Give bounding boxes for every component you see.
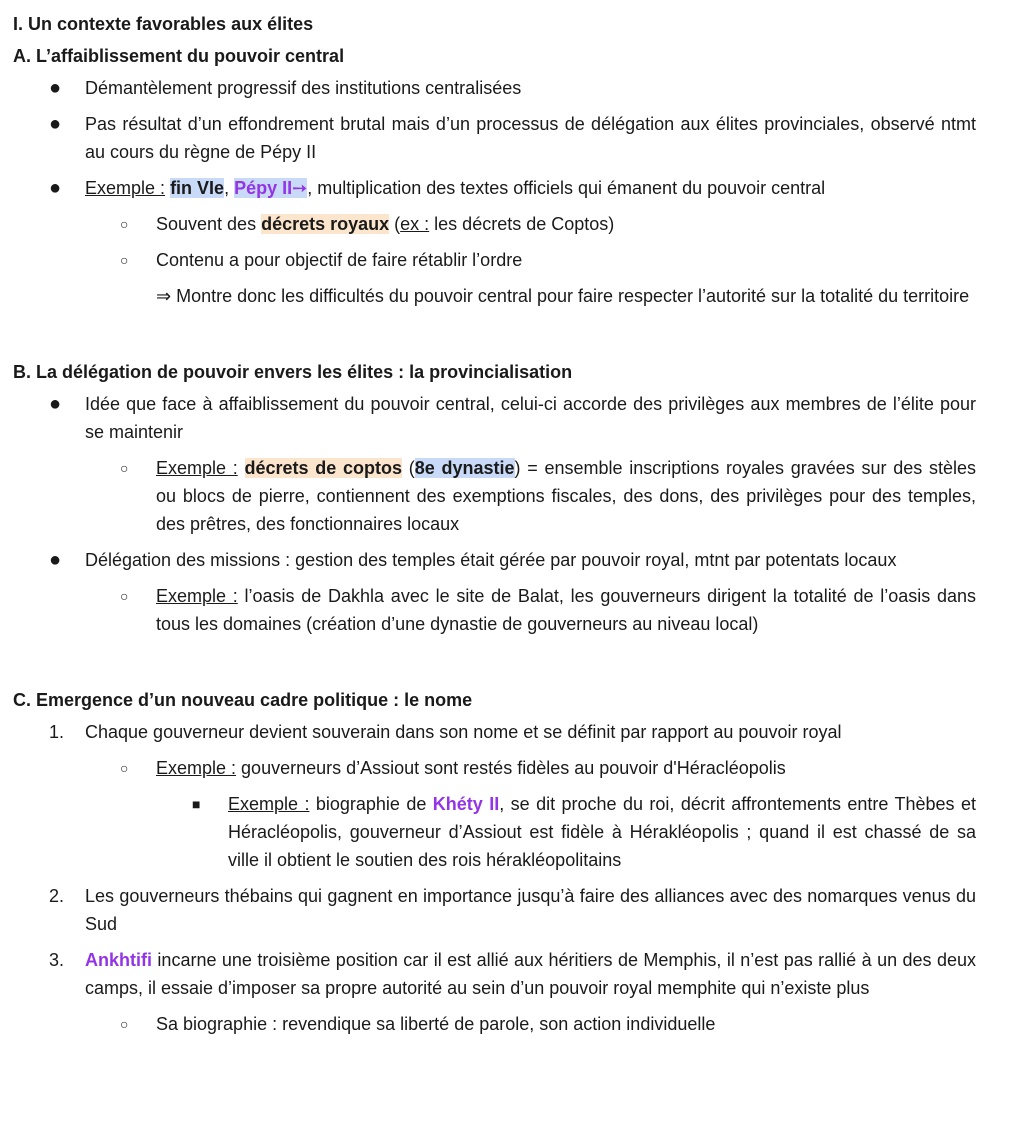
list-item-text: Délégation des missions : gestion des temples était gérée par pouvoir royal, mtnt par potentats locaux <box>85 550 897 570</box>
bullet-disc-icon: ● <box>49 77 62 99</box>
bullet-circle-icon: ○ <box>120 216 129 232</box>
highlight-decrets-royaux: décrets royaux <box>261 214 390 234</box>
list-item <box>13 754 976 782</box>
list-item-text: incarne une troisième position car il est allié aux héritiers de Memphis, il n’est pas rallié à un des deux camps, il essaie d’imposer sa propre autorité au sein d’un pouvoir royal memphite qui n’existe plus <box>85 950 976 998</box>
bullet-circle-icon: ○ <box>120 252 129 268</box>
list-item-text: les décrets de Coptos) <box>429 214 615 234</box>
paren: ( <box>402 458 415 478</box>
list-item-text: Sa biographie : revendique sa liberté de parole, son action individuelle <box>156 1014 716 1034</box>
example-label: Exemple : <box>228 794 310 814</box>
heading-section-A: A. L’affaiblissement du pouvoir central <box>13 46 345 66</box>
list-item-text: Chaque gouverneur devient souverain dans son nome et se définit par rapport au pouvoir royal <box>85 722 842 742</box>
list-item <box>13 110 976 166</box>
list-item-text: ) = ensemble inscriptions royales gravées sur des stèles ou blocs de pierre, contiennent des exemptions fiscales, des dons, des privilèges pour des temples, des prêtres, des fonctionnaires locaux <box>156 458 976 534</box>
list-item-text: l’oasis de Dakhla avec le site de Balat, les gouverneurs dirigent la totalité de l’oasis dans tous les domaines (création d’une dynastie de gouverneurs au niveau local) <box>156 586 976 634</box>
heading-part-I: I. Un contexte favorables aux élites <box>13 14 314 34</box>
heading-section-B: B. La délégation de pouvoir envers les élites : la provincialisation <box>13 362 573 382</box>
list-item <box>13 1010 976 1038</box>
list-item-text: , multiplication des textes officiels qui émanent du pouvoir central <box>307 178 826 198</box>
list-item <box>13 390 976 446</box>
bullet-circle-icon: ○ <box>120 1016 129 1032</box>
list-item <box>13 246 976 274</box>
highlight-decrets-de-coptos: décrets de coptos <box>244 458 402 478</box>
list-item-text: Contenu a pour objectif de faire rétablir l’ordre <box>156 250 523 270</box>
bullet-square-icon: ■ <box>192 796 201 812</box>
numbered-item <box>13 718 976 746</box>
list-item <box>13 210 976 238</box>
highlight-8e-dynastie: 8e dynastie <box>414 458 515 478</box>
numbered-item <box>13 946 976 1002</box>
highlight-pepy-ii: Pépy II➙ <box>234 178 308 198</box>
name-khety-ii: Khéty II <box>432 794 500 814</box>
paren: ( <box>389 214 401 234</box>
bullet-circle-icon: ○ <box>120 760 129 776</box>
list-item-text: Les gouverneurs thébains qui gagnent en importance jusqu’à faire des alliances avec des nomarques venus du Sud <box>85 886 976 934</box>
example-label: Exemple : <box>156 458 238 478</box>
list-item <box>13 790 976 874</box>
conclusion-paragraph: ⇒ Montre donc les difficultés du pouvoir central pour faire respecter l’autorité sur la totalité du territoire <box>156 286 970 306</box>
bullet-disc-icon: ● <box>49 393 62 415</box>
bullet-circle-icon: ○ <box>120 588 129 604</box>
item-number: 3. <box>49 950 65 970</box>
name-ankhtifi: Ankhtifi <box>85 950 152 970</box>
list-item <box>13 454 976 538</box>
list-item-text: Démantèlement progressif des institutions centralisées <box>85 78 522 98</box>
list-item <box>13 582 976 638</box>
bullet-disc-icon: ● <box>49 549 62 571</box>
highlight-fin-vie: fin VIe <box>170 178 225 198</box>
list-item-text: Idée que face à affaiblissement du pouvoir central, celui-ci accorde des privilèges aux membres de l’élite pour se maintenir <box>85 394 976 442</box>
list-item <box>13 74 976 102</box>
example-label: Exemple : <box>85 178 166 198</box>
list-item-text: , se dit proche du roi, décrit affrontements entre Thèbes et Héracléopolis, gouverneur d’Assiout est fidèle à Hérakléopolis ; quand il est chassé de sa ville il obtient le soutien des rois hérakléopolitains <box>228 794 976 870</box>
list-item <box>13 546 976 574</box>
bullet-disc-icon: ● <box>49 113 62 135</box>
separator: , <box>224 178 235 198</box>
item-number: 1. <box>49 722 65 742</box>
bullet-circle-icon: ○ <box>120 460 129 476</box>
item-number: 2. <box>49 886 65 906</box>
list-item <box>13 174 976 202</box>
ex-label: ex : <box>400 214 430 234</box>
list-item-text: biographie de <box>309 794 433 814</box>
bullet-disc-icon: ● <box>49 177 62 199</box>
example-label: Exemple : <box>156 586 238 606</box>
list-item-text: Pas résultat d’un effondrement brutal mais d’un processus de délégation aux élites provinciales, observé ntmt au cours du règne de Pépy II <box>85 114 976 162</box>
numbered-item <box>13 882 976 938</box>
example-label: Exemple : <box>156 758 237 778</box>
list-item-text: Souvent des <box>156 214 262 234</box>
list-item-text: gouverneurs d’Assiout sont restés fidèles au pouvoir d'Héracléopolis <box>236 758 786 778</box>
heading-section-C: C. Emergence d’un nouveau cadre politique : le nome <box>13 690 473 710</box>
